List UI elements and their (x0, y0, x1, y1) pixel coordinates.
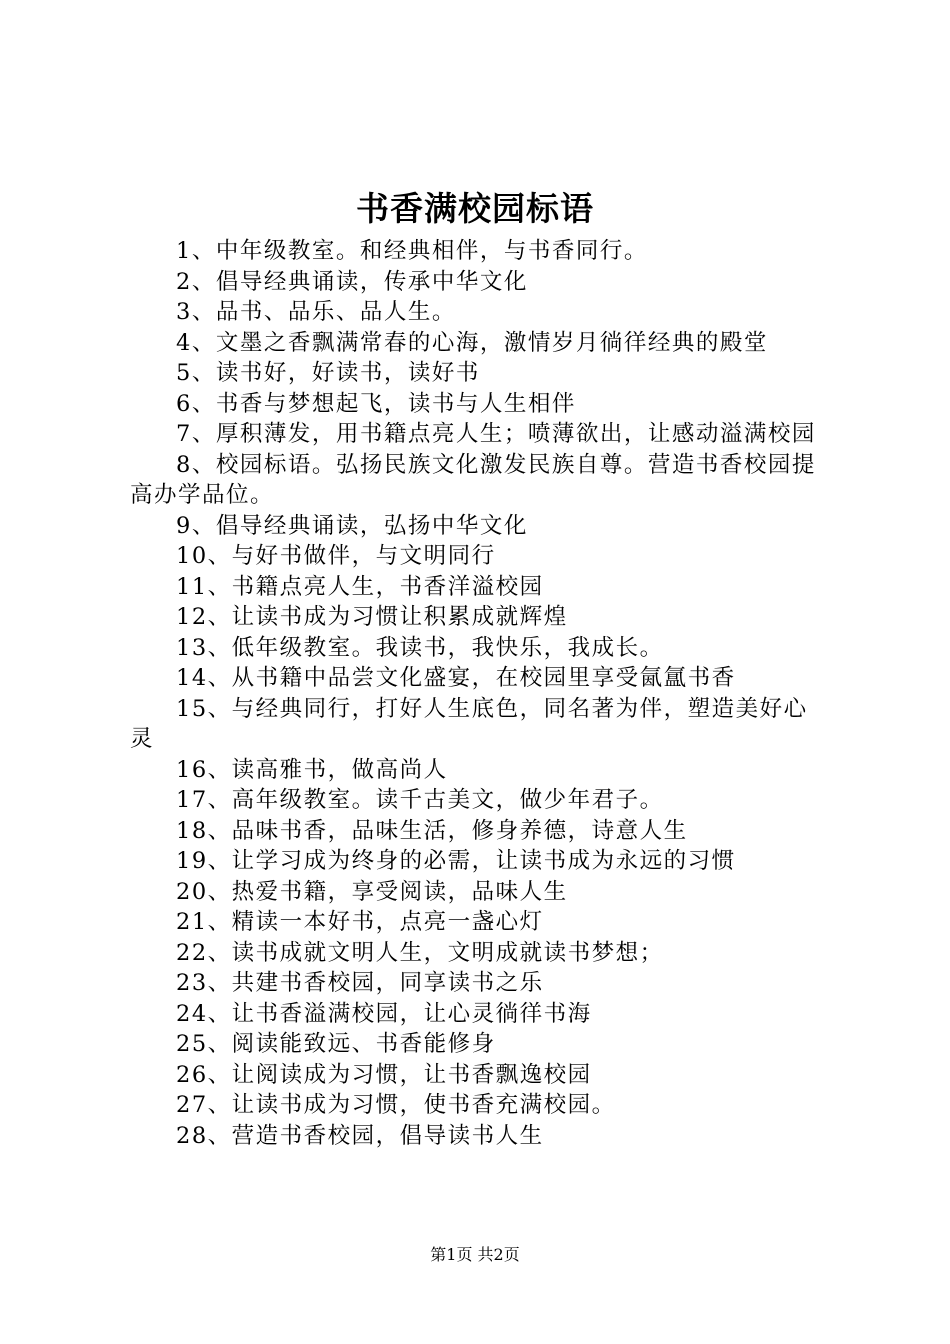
list-item: 25、阅读能致远、书香能修身 (176, 1031, 496, 1057)
list-item: 2、倡导经典诵读，传承中华文化 (176, 268, 528, 295)
list-item: 10、与好书做伴，与文明同行 (176, 543, 496, 569)
list-item: 4、文墨之香飘满常春的心海，激情岁月徜徉经典的殿堂 (176, 329, 768, 356)
list-item: 16、读高雅书，做高尚人 (176, 756, 448, 783)
list-item: 21、精读一本好书，点亮一盏心灯 (176, 909, 544, 935)
list-item: 26、让阅读成为习惯，让书香飘逸校园 (176, 1061, 592, 1088)
list-item: 6、书香与梦想起飞，读书与人生相伴 (176, 390, 576, 417)
document-title: 书香满校园标语 (356, 189, 594, 228)
list-item: 18、品味书香，品味生活，修身养德，诗意人生 (176, 817, 688, 844)
list-item: 13、低年级教室。我读书，我快乐，我成长。 (176, 634, 664, 661)
list-item: 1、中年级教室。和经典相伴，与书香同行。 (176, 238, 648, 264)
page-number-footer: 第1页 共2页 (430, 1245, 520, 1264)
list-item: 28、营造书香校园，倡导读书人生 (176, 1122, 544, 1149)
list-item: 12、让读书成为习惯让积累成就辉煌 (176, 604, 568, 630)
list-item: 22、读书成就文明人生，文明成就读书梦想； (176, 939, 664, 966)
list-item: 24、让书香溢满校园，让心灵徜徉书海 (176, 1000, 592, 1027)
list-item: 20、热爱书籍，享受阅读，品味人生 (176, 878, 568, 905)
list-item: 7、厚积薄发，用书籍点亮人生；喷薄欲出，让感动溢满校园 (176, 421, 816, 447)
list-item: 3、品书、品乐、品人生。 (176, 299, 456, 325)
list-item: 19、让学习成为终身的必需，让读书成为永远的习惯 (176, 848, 736, 874)
list-item: 8、校园标语。弘扬民族文化激发民族自尊。营造书香校园提高办学品位。 (130, 451, 816, 508)
list-item: 14、从书籍中品尝文化盛宴，在校园里享受氤氲书香 (176, 665, 736, 691)
list-item: 17、高年级教室。读千古美文，做少年君子。 (176, 787, 664, 813)
slogan-list (130, 236, 830, 1151)
list-item: 27、让读书成为习惯，使书香充满校园。 (176, 1092, 616, 1118)
list-item: 9、倡导经典诵读，弘扬中华文化 (176, 512, 528, 539)
list-item: 11、书籍点亮人生，书香洋溢校园 (176, 573, 544, 600)
list-item: 23、共建书香校园，同享读书之乐 (176, 970, 544, 996)
list-item: 15、与经典同行，打好人生底色，同名著为伴，塑造美好心灵 (130, 695, 808, 752)
list-item: 5、读书好，好读书，读好书 (176, 360, 480, 386)
